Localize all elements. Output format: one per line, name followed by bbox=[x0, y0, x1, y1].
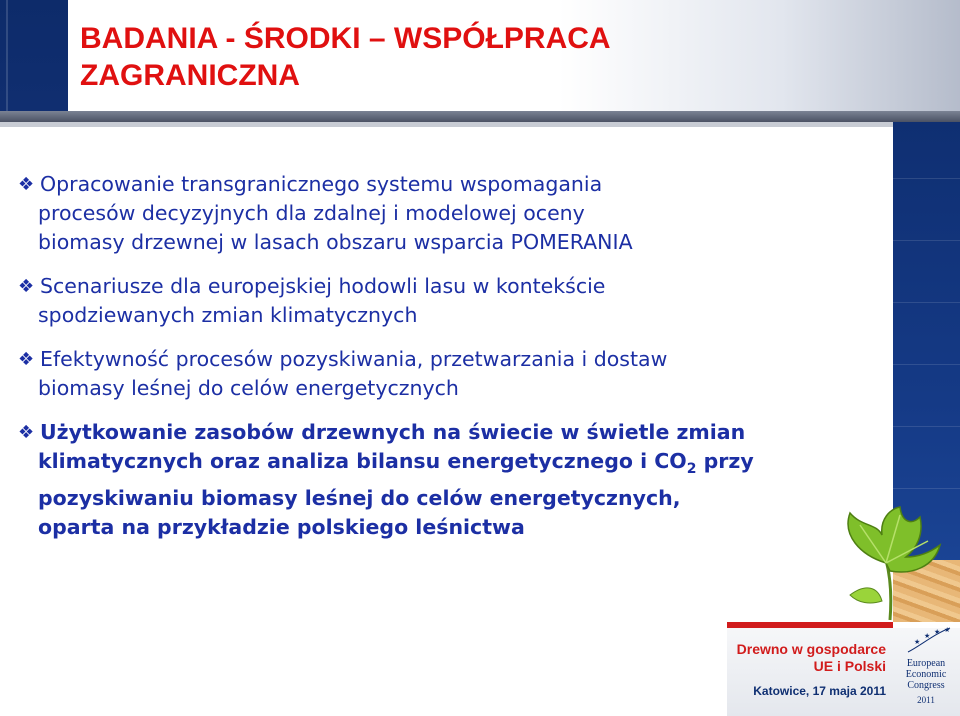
svg-text:★: ★ bbox=[944, 626, 951, 634]
diamond-bullet-icon: ❖ bbox=[18, 422, 35, 443]
slide-title-line-1: BADANIA - ŚRODKI – WSPÓŁPRACA bbox=[80, 22, 611, 55]
slide-title bbox=[80, 20, 780, 94]
bullet-line bbox=[38, 447, 888, 484]
logo-line: European bbox=[906, 658, 946, 669]
logo-line: Congress bbox=[907, 680, 945, 691]
bullet-line: Użytkowanie zasobów drzewnych na świecie w świetle zmian bbox=[40, 420, 746, 444]
bullet-line: Efektywność procesów pozyskiwania, przetwarzania i dostaw bbox=[40, 347, 668, 371]
header-divider bbox=[0, 111, 960, 122]
logo-year: 2011 bbox=[917, 695, 935, 705]
bullet-line: procesów decyzyjnych dla zdalnej i modelowej oceny bbox=[38, 201, 585, 225]
co2-subscript: 2 bbox=[686, 461, 697, 477]
svg-text:★: ★ bbox=[934, 628, 941, 636]
footer-title-line-1: Drewno w gospodarce bbox=[736, 641, 886, 657]
diamond-bullet-icon: ❖ bbox=[18, 174, 35, 195]
footer-date: Katowice, 17 maja 2011 bbox=[753, 684, 886, 698]
bullet-item bbox=[18, 345, 888, 403]
bullet-item bbox=[18, 272, 888, 330]
header-divider-light bbox=[0, 122, 893, 127]
bullet-item bbox=[18, 170, 888, 257]
bullet-line: biomasy drzewnej w lasach obszaru wsparcia POMERANIA bbox=[38, 230, 633, 254]
svg-text:★: ★ bbox=[924, 632, 931, 640]
diamond-bullet-icon: ❖ bbox=[18, 349, 35, 370]
bullet-line: pozyskiwaniu biomasy leśnej do celów energetycznych, bbox=[38, 486, 681, 510]
bullet-text: klimatycznych oraz analiza bilansu energetycznego i CO bbox=[38, 449, 687, 473]
slide-title-line-2: ZAGRANICZNA bbox=[80, 59, 300, 92]
bullet-line: oparta na przykładzie polskiego leśnictwa bbox=[38, 515, 525, 539]
european-economic-congress-logo bbox=[898, 632, 954, 710]
svg-text:★: ★ bbox=[914, 638, 921, 646]
bullet-item bbox=[18, 418, 888, 542]
diamond-bullet-icon: ❖ bbox=[18, 276, 35, 297]
bullet-line: biomasy leśnej do celów energetycznych bbox=[38, 376, 459, 400]
logo-line: Economic bbox=[905, 669, 947, 680]
bullet-text: przy bbox=[696, 449, 754, 473]
footer-title-line-2: UE i Polski bbox=[813, 658, 886, 674]
bullet-line: spodziewanych zmian klimatycznych bbox=[38, 303, 418, 327]
footer-event-title bbox=[720, 641, 886, 675]
bullet-line: Opracowanie transgranicznego systemu wspomagania bbox=[40, 172, 603, 196]
header-left-bar bbox=[0, 0, 68, 111]
bullet-line: Scenariusze dla europejskiej hodowli lasu w kontekście bbox=[40, 274, 606, 298]
bullet-list bbox=[18, 170, 888, 557]
